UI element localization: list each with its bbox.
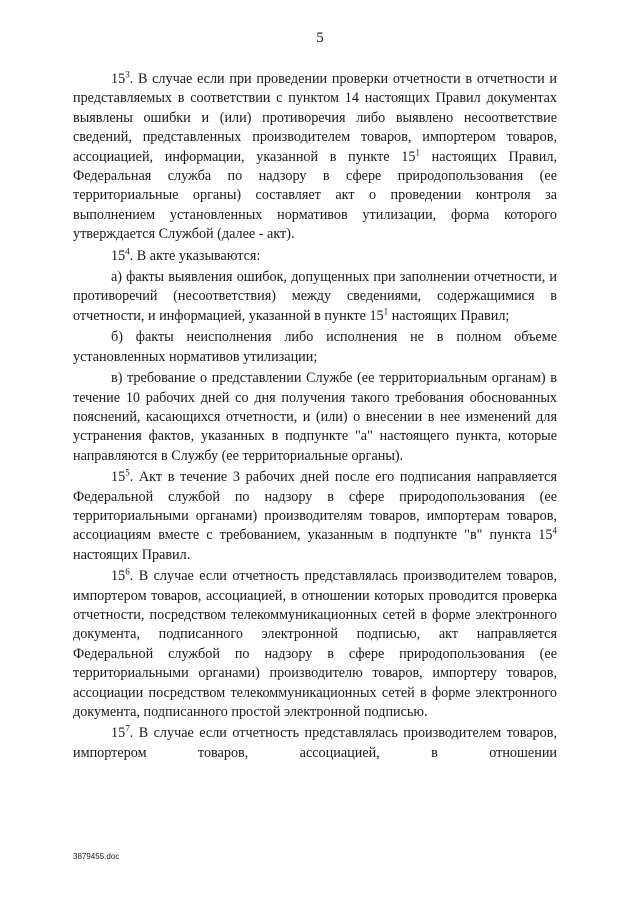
list-item-v (73, 369, 557, 466)
list-item-text: б) факты неисполнения либо исполнения не в полном объеме установленных нормативов утилизации; (73, 329, 557, 365)
paragraph-number-superscript: 5 (125, 467, 130, 478)
paragraph-number-superscript: 7 (125, 723, 130, 734)
list-item-b (73, 328, 557, 367)
paragraph-15-3 (73, 70, 557, 245)
reference-superscript: 1 (415, 146, 420, 157)
paragraph-number: 15 (111, 725, 126, 742)
page-number: 5 (316, 30, 324, 46)
reference-superscript: 4 (552, 525, 557, 536)
list-item-text: в) требование о представлении Службе (ее территориальным органам) в течение 10 рабочих дней со дня получения такого требования обоснованных пояснений, касающихся отчетности, и (или) о внесении в нее изменений для устранения фактов, указанных в подпункте "а" настоящего пункта, которые направляются в Службу (ее территориальные органы). (73, 370, 557, 464)
paragraph-number: 15 (111, 469, 126, 486)
paragraph-text-continued: настоящих Правил. (73, 546, 191, 563)
paragraph-15-6 (73, 567, 557, 722)
document-body (73, 70, 557, 763)
paragraph-15-5 (73, 468, 557, 565)
reference-superscript: 1 (383, 306, 389, 317)
paragraph-number: 15 (111, 247, 126, 264)
paragraph-15-4 (73, 247, 557, 266)
paragraph-text: . В акте указываются: (129, 247, 261, 264)
paragraph-number-superscript: 6 (125, 566, 130, 577)
paragraph-text: . В случае если при проведении проверки отчетности в отчетности и представляемых в соответствии с пунктом 14 настоящих Правил документах выявлены ошибки и (или) противоречия либо выявлено несоответствие сведений, представленных производителем товаров, импортером товаров, ассоциацией, информации, указанной в пункте 15 (73, 71, 557, 165)
paragraph-number: 15 (111, 568, 126, 585)
list-item-a (73, 268, 557, 326)
paragraph-number-superscript: 3 (125, 69, 130, 80)
paragraph-15-7 (73, 724, 557, 763)
paragraph-number-superscript: 4 (125, 245, 130, 256)
paragraph-text: . В случае если отчетность представлялась производителем товаров, импортером товаров, ассоциацией, в отношении которых проводится проверка отчетности, посредством телекоммуникационных сетей в форме электронного документа, подписанного электронной подписью, акт направляется Федеральной службой по надзору в сфере природопользования (ее территориальными органами) производителю товаров, импортеру товаров, ассоциации посредством телекоммуникационных сетей в форме электронного документа, подписанного простой электронной подписью. (73, 568, 557, 720)
list-item-text-continued: настоящих Правил; (388, 307, 510, 324)
paragraph-text-continued: настоящих Правил, Федеральная служба по надзору в сфере природопользования (ее территориальные органы) составляет акт о проведении контроля за выполнением установленных нормативов утилизации, форма которого утверждается Службой (далее - акт). (73, 148, 558, 243)
paragraph-text: . В случае если отчетность представлялась производителем товаров, импортером товаров, ассоциацией, в отношении (73, 725, 557, 761)
list-item-text: а) факты выявления ошибок, допущенных при заполнении отчетности, и противоречий (несоответствия) между сведениями, содержащимися в отчетности, и информацией, указанной в пункте 15 (73, 269, 557, 324)
paragraph-text: . Акт в течение 3 рабочих дней после его подписания направляется Федеральной службой по надзору в сфере природопользования (ее территориальными органами) производителям товаров, импортерам товаров, ассоциациям вместе с требованием, указанным в подпункте "в" пункта 15 (73, 469, 557, 544)
document-file-code: 3879455.doc (73, 852, 120, 861)
paragraph-number: 15 (111, 71, 126, 87)
